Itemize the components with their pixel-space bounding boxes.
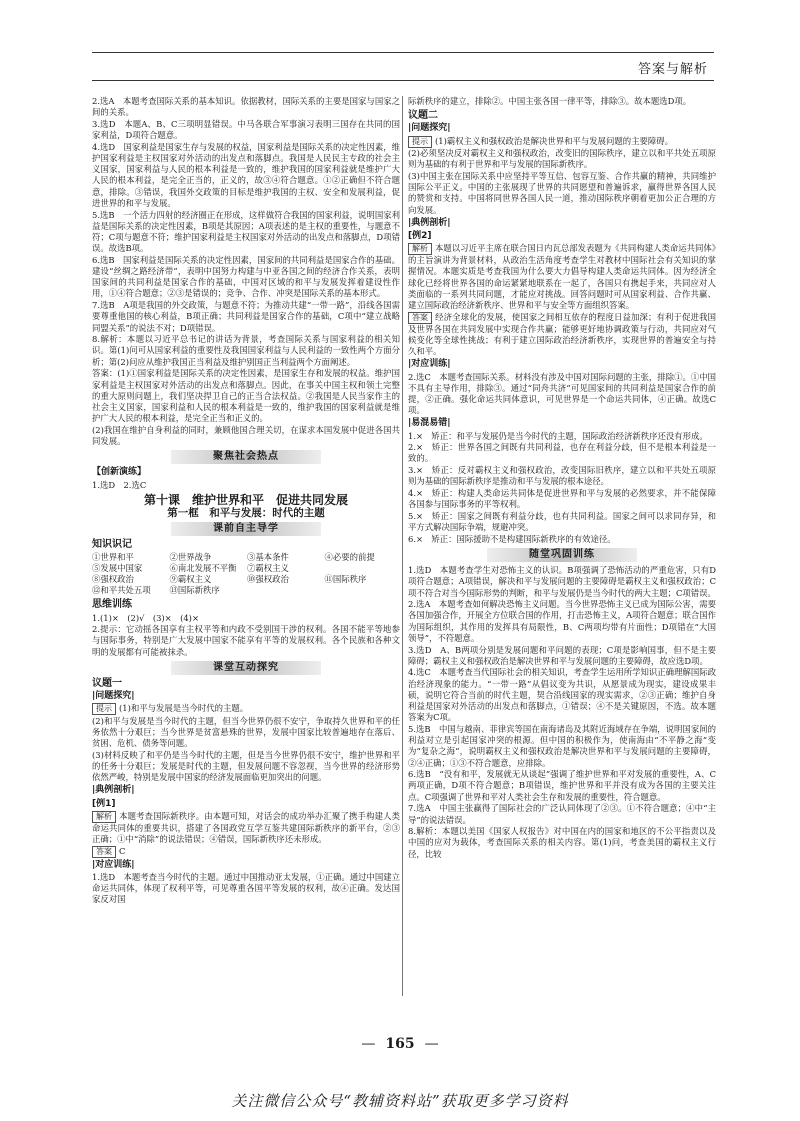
answer-paragraph: 3.选D 本题A、B、C三项明显错误。中马各联合军事演习表明三国存在共同的国家利益，D项符合题意。	[92, 118, 400, 141]
error-item: 4.× 矫正：构建人类命运共同体是促进世界和平与发展的必然要求，并不能保障各国参与国际事务的平等权利。	[408, 488, 716, 510]
hint-label: 提示	[408, 136, 432, 148]
grid-cell	[325, 585, 401, 596]
error-item: 2.× 矫正：世界各国之间既有共同利益，也存在利益分歧，但不是根本利益是一致的。	[408, 442, 716, 464]
analysis-paragraph	[408, 243, 716, 311]
drill-item: 7.选A 中国主张赢得了国际社会的广泛认同体现了②③。①不符合题意；④中“主导”的说法错误。	[408, 803, 716, 825]
frame-title: 第一框 和平与发展：时代的主题	[167, 506, 325, 519]
analysis-paragraph	[92, 811, 400, 845]
example-label: [例2]	[408, 231, 432, 242]
practice-item: 2.选C 本题考查国际关系。材料没有涉及中国对国际问题的主张，排除①。①中国不具有主导作用，排除③。通过“同舟共济”可见国家间的共同利益是国家合作的前提，②正确。强化命运共同体意识，可见世界是一个命运共同体，④正确。故选C项。	[408, 371, 716, 416]
answer-text: C	[119, 845, 126, 856]
grid-cell: ②世界战争	[169, 552, 212, 563]
hint-item: (3)材料反映了和平仍是当今时代的主题，但是当今世界仍很不安宁，维护世界和平的任务十分艰巨；发展是时代的主题，但发展问题不容忽视，当今世界的经济形势依然严峻，特别是发展中国家的经济发展面临更加突出的问题。	[92, 749, 400, 783]
thinking-heading: 思维训练	[92, 599, 132, 611]
drill-item: 3.选D A、B两项分别是发展问题和平问题的表现；C项是影响国事，但不是主要障碍；霸权主义和强权政治是解决世界和平与发展问题的主要障碍，故应选D项。	[408, 644, 716, 666]
drill-item: 4.选C 本题考查当代国际社会的相关知识，考查学生运用所学知识正确理解国际政治经济现象的能力。“一带一路”从倡议变为共识，从愿景成为现实，建设成果丰硕，说明它符合当前的时代主题，契合沿线国家的现实需求，②③正确；维护自身利益是国家对外活动的出发点和落脚点，①错误；④不是关键原因，不选。故本题答案为C项。	[408, 667, 716, 723]
answer-label: 答案	[408, 312, 432, 324]
answer-paragraph: 4.选D 国家利益是国家生存与发展的权益，国家利益是国际关系的决定性因素，维护国家利益是主权国家对外活动的出发点和落脚点。我国是人民民主专政的社会主义国家，国家利益与人民的根本利益是一致的，维护我国的国家利益就是维护广大人民的根本利益，是完全正当的，正义的，故③④符合题意。①②正确但不符合题意，排除。③错误，我国外交政策的目标是维护我国的主权、安全和发展利益，促进世界的和平与发展。	[92, 141, 400, 208]
continued-paragraph: 际新秩序的建立，排除②。中国主张各国一律平等，排除③。故本题选D项。	[408, 96, 692, 106]
answer-paragraph	[408, 312, 716, 358]
hint-text: (1)霸权主义和强权政治是解决世界和平与发展问题的主要障碍。	[435, 135, 673, 146]
banner-classroom: 课堂互动探究	[171, 661, 321, 675]
banner-consolidation: 随堂巩固训练	[487, 548, 637, 562]
grid-cell: ③基本条件	[247, 552, 289, 563]
answer-line	[92, 846, 400, 858]
right-column	[408, 96, 716, 1006]
grid-cell: ①世界和平	[92, 552, 134, 563]
grid-cell	[247, 585, 323, 596]
innovation-heading: 【创新演练】	[92, 467, 147, 478]
topic-heading: 议题一	[92, 677, 122, 689]
practice-heading: |对应训练|	[92, 859, 135, 870]
page-number-dash-right: —	[424, 1036, 439, 1052]
answer-text: 经济全球化的发展，使国家之间相互依存的程度日益加深；有利于促进我国及世界各国在共同发展中实现合作共赢；能够更好地协调政策与行动，共同应对气候变化等全球性挑战；有利于建立国际政治经济新秩序，实现世界的普遍安全与持久和平。	[408, 311, 716, 357]
drill-item: 8.解析：本题以美国《国家人权报告》对中国在内的国家和地区的不公平指责以及中国的应对为载体，考查国际关系的相关内容。第(1)问，考查美国的霸权主义行径，比较	[408, 826, 716, 859]
answer-paragraph: 6.选B 国家利益是国际关系的决定性因素，国家间的共同利益是国家合作的基础。建设“丝绸之路经济带”，表明中国努力构建与中亚各国之间的经济合作关系，表明国家间的共同利益是国家合作的基础，中国对区域的和平与发展发挥着建设性作用，①④符合题意；②③是错误的；竞争、合作、冲突是国际关系的基本形式。	[92, 254, 400, 299]
grid-cell: ⑫和平共处五项	[92, 585, 151, 596]
error-item: 1.× 矫正：和平与发展仍是当今时代的主题，国际政治经济新秩序还没有形成。	[408, 430, 708, 441]
hint-item	[408, 136, 716, 148]
problem-heading: |问题探究|	[92, 691, 135, 702]
hint-item: (3)中国主张在国际关系中应坚持平等互信、包容互鉴、合作共赢的精神，共同维护国际公平正义。中国的主张展现了世界的共同愿望和普遍诉求，赢得世界各国人民的赞赏和支持。中国将同世界各国人民一道，推动国际秩序朝着更加公正合理的方向发展。	[408, 171, 716, 215]
page-number-value: 165	[385, 1036, 415, 1052]
case-heading: |典例剖析|	[408, 217, 451, 228]
problem-heading: |问题探究|	[408, 123, 451, 134]
hint-item: (2)和平与发展是当今时代的主题，但当今世界仍很不安宁，争取持久世界和平的任务依然十分艰巨；当今世界是贫富悬殊的世界，发展中国家比较普遍地存在落后、贫困、危机、债务等问题。	[92, 715, 400, 749]
case-heading: |典例剖析|	[92, 785, 135, 796]
grid-cell: ⑬国际新秩序	[169, 585, 220, 596]
drill-item: 5.选B 中国与越南、菲律宾等国在南海诸岛及其附近海域存在争端，说明国家间的利益对立是引起国家冲突的根源。但中国的积极作为，使南海由“不平静之海”变为“复杂之海”，说明霸权主义和强权政治是解决世界和平与发展问题的主要障碍，②④正确；①③不符合题意，应排除。	[408, 723, 716, 768]
column-divider	[402, 96, 403, 996]
thinking-item: 2.提示：它动摇各国享有主权平等和内政不受别国干涉的权利。各国不能平等地参与国际事务，特别是广大发展中国家不能享有平等的发展权利。各个民族和各种文明的发展都有可能被抹杀。	[92, 624, 400, 657]
answer-label: 答案	[92, 846, 116, 858]
hint-item	[92, 703, 400, 715]
grid-cell: ⑪国际秩序	[324, 574, 367, 585]
hint-label: 提示	[92, 703, 116, 715]
innovation-answers: 1.选D 2.选C	[92, 479, 147, 490]
hint-item: (2)必须坚决反对霸权主义和强权政治，改变旧的国际秩序，建立以和平共处五项原则为基础的有利于世界和平与发展的国际新秩序。	[408, 148, 716, 170]
hint-text: (1)和平与发展是当今时代的主题。	[119, 703, 249, 714]
grid-cell: ⑩强权政治	[247, 574, 289, 585]
drill-item: 1.选D 本题考查学生对恐怖主义的认识。B项强调了恐怖活动的严重危害，只有D项符合题意；A项错误，解决和平与发展问题的主要障碍是霸权主义和强权政治；C项不符合对当今国际形势的判断，和平与发展仍是当今时代的两大主题；C项错误。	[408, 565, 716, 598]
error-heading: |易混易错|	[408, 418, 451, 429]
page-number	[0, 1036, 800, 1052]
drill-item: 2.选A 本题考查如何解决恐怖主义问题。当今世界恐怖主义已成为国际公害，需要各国加强合作，开展全方位联合国的作用，打击恐怖主义，A项符合题意；联合国作为国际组织，其作用的发挥具有局限性，B、C两项均带有片面性；D项错在“大国领导”，不符题意。	[408, 599, 716, 643]
left-column	[92, 96, 400, 1006]
grid-cell: ⑦霸权主义	[247, 563, 289, 574]
knowledge-grid	[92, 552, 400, 596]
topic-heading: 议题二	[408, 110, 438, 122]
answer-paragraph: (2)我国在维护自身利益的同时，兼顾他国合理关切，在谋求本国发展中促进各国共同发展。	[92, 424, 400, 447]
example-label: [例1]	[92, 798, 116, 809]
answer-paragraph: 7.选B A项是我国的外交政策，与题意不符；为推动共建“一带一路”，沿线各国需要尊重他国的核心利益，B项正确；共同利益是国家合作的基础，C项中“建立战略同盟关系”的说法不对；D项错误。	[92, 300, 400, 333]
practice-item: 1.选D 本题考查当今时代的主题。通过中国推动亚太发展，①正确。通过中国建立命运共同体，体现了权利平等，可见尊重各国平等发展的权利，故④正确。发达国家反对国	[92, 871, 400, 905]
grid-cell: ⑤发展中国家	[92, 563, 143, 574]
answer-paragraph: 5.选B 一个活力四射的经济圈正在形成，这样做符合我国的国家利益，说明国家利益是国际关系的决定性因素，B项是其原因；A项表述的是主权的重要性，与题意不符；C项与题意不符；维护国家利益是主权国家对外活动的出发点和落脚点，D项错误。故选B项。	[92, 209, 400, 254]
footer-note: 关注微信公众号“教辅资料站”获取更多学习资料	[231, 1092, 569, 1110]
grid-cell: ⑥南北发展不平衡	[169, 563, 237, 574]
error-item: 3.× 矫正：反对霸权主义和强权政治，改变国际旧秩序，建立以和平共处五项原则为基础的国际新秩序是推动和平与发展的根本途径。	[408, 465, 716, 487]
banner-self-study: 课前自主导学	[171, 522, 321, 536]
thinking-item: 1.(1)× (2)√ (3)× (4)×	[92, 612, 199, 623]
grid-cell: ④必要的前提	[324, 552, 375, 563]
practice-heading: |对应训练|	[408, 359, 451, 370]
answer-paragraph: 答案：(1)①国家利益是国际关系的决定性因素，是国家生存和发展的权益。维护国家利益是主权国家对外活动的出发点和落脚点。因此，在事关中国主权和领土完整的重大原则问题上，我们坚决捍卫自己的正当合法权益。②我国是人民当家作主的社会主义国家，国家利益和人民的根本利益是一致的，维护我国的国家利益就是维护广大人民的根本利益，是完全正当和正义的。	[92, 368, 400, 424]
banner-hot-topics: 聚焦社会热点	[171, 450, 321, 464]
answer-paragraph: 8.解析：本题以习近平总书记的讲话为背景，考查国际关系与国家利益的相关知识。第(1)问可从国家利益的重要性及我国国家利益与人民利益的一致性两个方面分析；第(2)问应从维护我国正当利益及维护别国正当利益两个方面阐述。	[92, 334, 400, 367]
drill-item: 6.选B “没有和平，发展就无从谈起”强调了维护世界和平对发展的重要性，A、C两项正确，D项不符合题意；B项错误，维护世界和平并没有成为各国的主要关注点。C项强调了世界和平对人类社会生存和发展的重要性，符合题意。	[408, 769, 716, 802]
lesson-title: 第十课 维护世界和平 促进共同发展	[143, 492, 348, 507]
answer-paragraph: 2.选A 本题考查国际关系的基本知识。依据教材，国际关系的主要是国家与国家之间的关系。	[92, 96, 400, 118]
analysis-label: 解析	[408, 243, 432, 255]
header-rule-top	[92, 52, 714, 53]
grid-cell	[325, 563, 401, 574]
knowledge-heading: 知识识记	[92, 539, 132, 551]
error-item: 5.× 矫正：国家之间既有利益分歧，也有共同利益。国家之间可以求同存异，和平方式解决国际争端，规避冲突。	[408, 511, 716, 533]
header-rule-bottom	[92, 80, 714, 81]
analysis-label: 解析	[92, 811, 116, 823]
error-item: 6.× 矫正：国际援助不是构建国际新秩序的有效途径。	[408, 533, 616, 544]
page-number-dash-left: —	[361, 1036, 376, 1052]
analysis-text: 本题考查国际新秩序。由本题可知，对话会的成功举办汇聚了携手构建人类命运共同体的重要共识，搭建了各国政党互学互鉴共建国际新秩序的新平台，②③正确；①中“消除”的说法错误；④错误，国际新秩序还未形成。	[92, 810, 400, 845]
grid-cell: ⑧强权政治	[92, 574, 134, 585]
running-head: 答案与解析	[637, 62, 708, 77]
grid-cell: ⑨霸权主义	[169, 574, 212, 585]
analysis-text: 本题以习近平主席在联合国日内瓦总部发表题为《共同构建人类命运共同体》的主旨演讲为背景材料，从政治生活角度考查学生对教材中国际社会有关知识的掌握情况。本题实质是考查我国为什么要大力倡导构建人类命运共同体。因为经济全球化已经将世界各国的命运紧紧地联系在一起了，各国只有携起手来，共同应对人类面临的一系列共同问题，才能应对挑战。回答问题时可从国家利益、合作共赢、建立国际政治经济新秩序、世界和平与安全等方面组织答案。	[408, 243, 716, 311]
